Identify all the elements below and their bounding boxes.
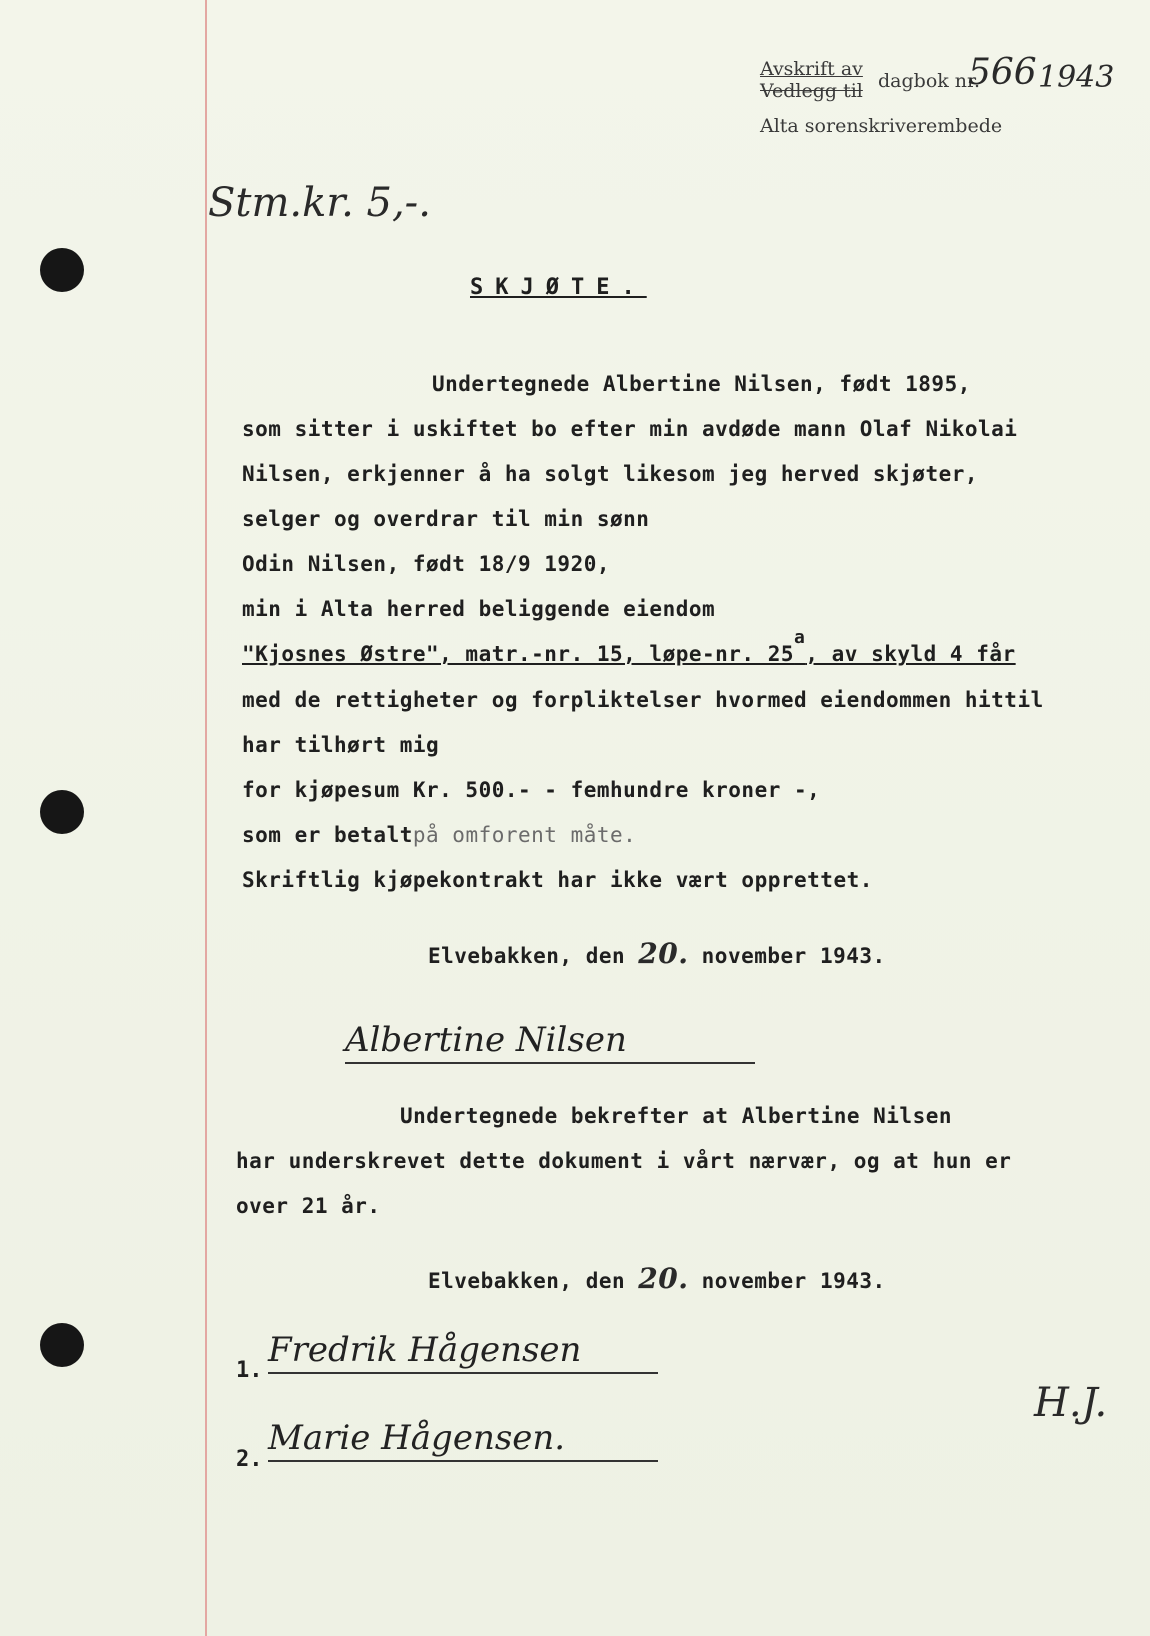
body-line: Undertegnede Albertine Nilsen, født 1895, (432, 372, 971, 396)
contract-line: Skriftlig kjøpekontrakt har ikke vært opprettet. (242, 868, 873, 892)
date-prefix: Elvebakken, den (428, 944, 639, 968)
body-line: som sitter i uskiftet bo efter min avdøde mann Olaf Nikolai (242, 417, 1018, 441)
date-day: 20. (638, 937, 689, 970)
property-name: "Kjosnes Østre", matr.-nr. 15, løpe-nr. 25 (242, 642, 795, 666)
paid-text: som er betalt (242, 823, 413, 847)
witness-line: har underskrevet dette dokument i vårt nærvær, og at hun er (236, 1149, 1012, 1173)
date-line-2 (428, 1262, 886, 1295)
property-rest: , av skyld 4 får (805, 642, 1016, 666)
date-prefix: Elvebakken, den (428, 1269, 639, 1293)
paid-manner: på omforent måte. (412, 823, 637, 847)
punch-hole (40, 248, 84, 292)
date-suffix: november 1943. (688, 944, 886, 968)
property-line (242, 627, 1016, 666)
initials: H.J. (1034, 1380, 1108, 1426)
stamp-year: 1943 (1038, 60, 1115, 95)
witness-line: Undertegnede bekrefter at Albertine Nilsen (400, 1104, 953, 1128)
body-line: Odin Nilsen, født 18/9 1920, (242, 552, 611, 576)
date-day: 20. (638, 1262, 689, 1295)
body-line: min i Alta herred beliggende eiendom (242, 597, 716, 621)
body-line: med de rettigheter og forpliktelser hvormed eiendommen hittil (242, 688, 1044, 712)
margin-line (205, 0, 207, 1636)
stamp-dagbok: dagbok nr. (878, 70, 981, 92)
date-line-1 (428, 937, 886, 970)
seller-signature: Albertine Nilsen (345, 1020, 755, 1064)
witness-line: over 21 år. (236, 1194, 381, 1218)
body-line: for kjøpesum Kr. 500.- - femhundre kroner -, (242, 778, 821, 802)
witness-number: 1. (236, 1358, 263, 1383)
body-line: har tilhørt mig (242, 733, 440, 757)
stamp-duty-note: Stm.kr. 5,-. (208, 180, 431, 226)
witness-number: 2. (236, 1447, 263, 1472)
stamp-office: Alta sorenskriverembede (760, 115, 1003, 137)
property-suffix: a (794, 627, 806, 648)
witness-signature-1: Fredrik Hågensen (268, 1330, 658, 1374)
stamp-line-vedlegg: Vedlegg til (760, 80, 863, 102)
body-line: selger og overdrar til min sønn (242, 507, 650, 531)
stamp-avskrift (760, 58, 863, 102)
witness-signature-2: Marie Hågensen. (268, 1418, 658, 1462)
date-suffix: november 1943. (688, 1269, 886, 1293)
punch-hole (40, 790, 84, 834)
body-line: Nilsen, erkjenner å ha solgt likesom jeg herved skjøter, (242, 462, 979, 486)
stamp-number: 566 (968, 52, 1037, 93)
document-title: SKJØTE. (470, 275, 647, 300)
stamp-line-avskrift: Avskrift av (760, 58, 863, 80)
paid-line (242, 823, 636, 847)
punch-hole (40, 1323, 84, 1367)
